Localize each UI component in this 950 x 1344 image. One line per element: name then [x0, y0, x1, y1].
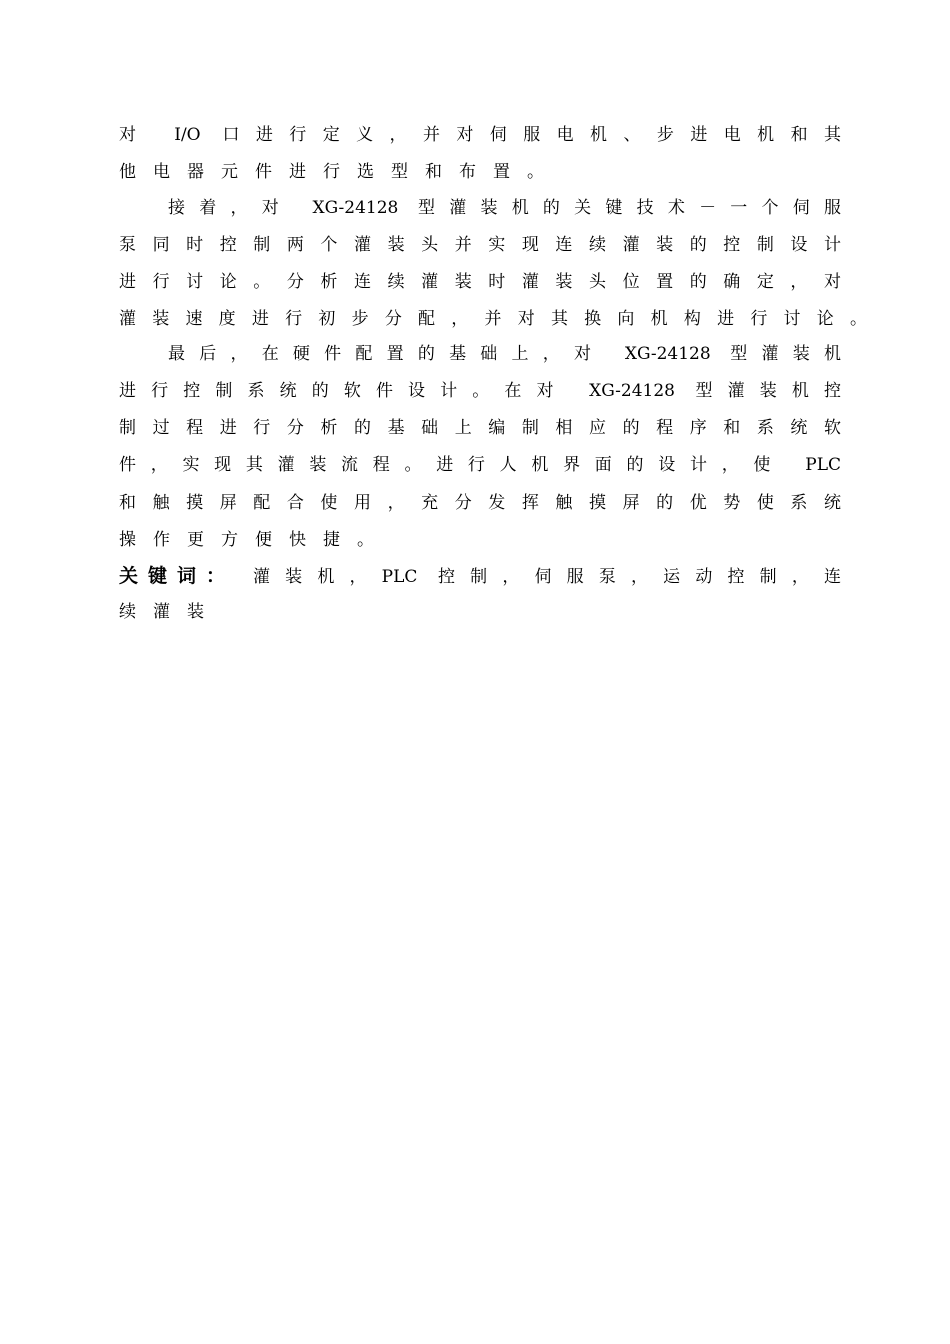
paragraph-2-line-2: 泵同时控制两个灌装头并实现连续灌装的控制设计: [119, 235, 841, 255]
paragraph-2-line-3: 进行讨论。分析连续灌装时灌装头位置的确定，对: [119, 272, 841, 292]
paragraph-2-line-4: 灌装速度进行初步分配，并对其换向机构进行讨论。: [119, 309, 867, 329]
keywords-text: 灌装机，PLC 控制，伺服泵，运动控制，连: [253, 567, 841, 587]
paragraph-3-line-1: 最后，在硬件配置的基础上，对 XG-24128 型灌装机: [168, 344, 841, 364]
paragraph-1-line-2: 他电器元件进行选型和布置。: [119, 162, 561, 182]
keywords-label: 关键词：: [119, 565, 236, 587]
paragraph-2-line-1: 接着，对 XG-24128 型灌装机的关键技术－一个伺服: [168, 198, 841, 218]
keywords-line-2: 续灌装: [119, 602, 221, 622]
paragraph-3-line-4: 件，实现其灌装流程。进行人机界面的设计，使 PLC: [119, 455, 841, 475]
paragraph-3-line-6: 操作更方便快捷。: [119, 530, 391, 550]
paragraph-3-line-3: 制过程进行分析的基础上编制相应的程序和系统软: [119, 418, 841, 438]
paragraph-1-line-1: 对 I/O 口进行定义，并对伺服电机、步进电机和其: [119, 125, 841, 145]
paragraph-3-line-2: 进行控制系统的软件设计。在对 XG-24128 型灌装机控: [119, 381, 841, 401]
keywords-line: [119, 562, 841, 590]
paragraph-3-line-5: 和触摸屏配合使用，充分发挥触摸屏的优势使系统: [119, 493, 841, 513]
